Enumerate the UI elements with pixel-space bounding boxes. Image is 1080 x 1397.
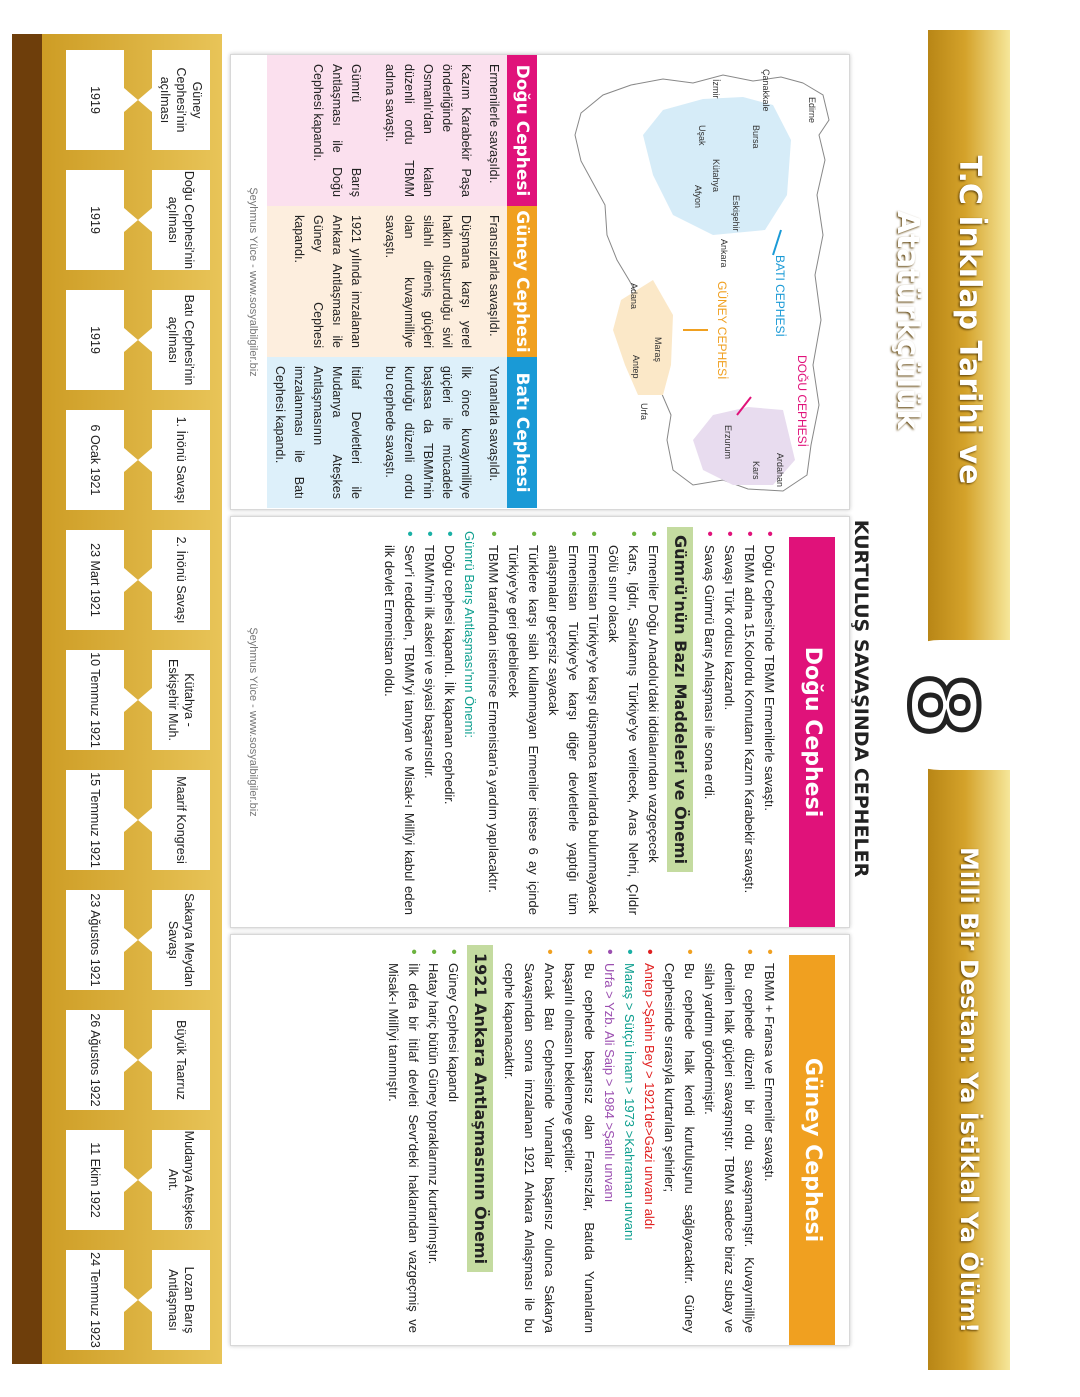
timeline-date: 26 Ağustos 1922 — [66, 1010, 124, 1110]
list-item: • TBMM'nin ilk askeri ve siyasi başarısıdır. — [419, 531, 439, 915]
list-item: • TBMM + Fransa ve Ermeniler savaştı. — [759, 949, 779, 1333]
army-cell: Düşmana karşı yerel halkın oluşturduğu sivil silahlı direniş güçleri olan kuvayımilliye savaştı. — [369, 206, 479, 357]
column-header: Güney Cephesi — [507, 206, 537, 357]
timeline-item — [46, 1130, 210, 1230]
list-item: • TBMM adına 15.Kolordu Komutanı Kazım Karabekir savaştı. — [739, 531, 759, 915]
fronts-table-column — [261, 206, 537, 357]
timeline-item — [46, 50, 210, 150]
timeline-marker — [138, 808, 152, 832]
timeline-marker — [138, 688, 152, 712]
timeline — [12, 34, 222, 1364]
timeline-marker — [138, 1288, 152, 1312]
end-cell: 1921 yılında imzalanan Ankara Antlaşması ile Güney Cephesi kapandı. — [267, 206, 369, 357]
timeline-event: Kütahya - Eskişehir Muh. — [152, 650, 210, 750]
page-subtitle: KURTULUŞ SAVAŞINDA CEPHELER — [850, 519, 872, 878]
city-label: İzmir — [711, 79, 721, 99]
timeline-item — [46, 890, 210, 990]
list-item: • Savaşı Türk ordusu kazandı. — [719, 531, 739, 915]
timeline-date: 11 Ekim 1922 — [66, 1130, 124, 1230]
list-item: • Ermenistan Türkiye'ye karşı diğer devletlerle yaptığı tüm anlaşmaları geçersiz sayacak — [543, 531, 583, 915]
city-label: Afyon — [693, 185, 703, 209]
city-label: Kütahya — [711, 159, 721, 193]
city-label: Adana — [629, 283, 639, 310]
east-front-title: Doğu Cephesi — [789, 537, 835, 927]
list-item: • Ancak Batı Cephesinde Yunanlar başarısız olunca Sakarya Savaşından sonra imzalanan 1921 Ankara Anlaşması ile bu cephe kapanacaktır. — [499, 949, 559, 1333]
south-front-label: GÜNEY CEPHESİ — [715, 281, 729, 380]
south-front-title: Güney Cephesi — [789, 955, 835, 1345]
army-cell: İlk önce kuvayımilliye güçleri ile mücadele başlasa da TBMM'nin kurduğu düzenli ordu bu cephede savaştı. — [369, 357, 479, 508]
list-item: • Bu cephede halk kendi kurtuluşunu sağlayacaktır. Güney Cephesinde sırasıyla kurtarılan şehirler; — [659, 949, 699, 1333]
timeline-marker — [124, 1048, 138, 1072]
army-cell: Kazım Karabekir Paşa önderliğinde Osmanlı'dan kalan düzenli ordu TBMM adına savaştı. — [369, 55, 479, 206]
gumru-articles-heading: Gümrü'nün Bazı Maddeleri ve Önemi — [667, 527, 693, 872]
timeline-marker — [124, 808, 138, 832]
south-front-body — [383, 949, 779, 1333]
timeline-marker — [138, 208, 152, 232]
city-label: Antep — [631, 355, 641, 379]
timeline-strip — [12, 34, 42, 1364]
fronts-table — [261, 55, 537, 509]
course-title: T.C İnkılap Tarihi ve Atatürkçülük — [890, 155, 987, 485]
timeline-marker — [124, 328, 138, 352]
list-item: • Antep >Şahin Bey > 1921'de>Gazi unvanı aldı — [639, 949, 659, 1333]
timeline-marker — [124, 1168, 138, 1192]
timeline-item — [46, 290, 210, 390]
end-cell: İtilaf Devletleri ile Mudanya Ateşkes Antlaşmasının imzalanması ile Batı Cephesi kapandı. — [267, 357, 369, 508]
list-item: • Ermenistan Türkiye'ye karşı düşmanca tavırlarda bulunmayacak — [583, 531, 603, 915]
east-front-label: DOĞU CEPHESİ — [795, 355, 809, 448]
timeline-event: Lozan Barış Antlaşması — [152, 1250, 210, 1350]
timeline-marker — [138, 88, 152, 112]
timeline-date: 24 Temmuz 1923 — [66, 1250, 124, 1350]
timeline-date: 1919 — [66, 170, 124, 270]
list-item: • Güney Cephesi kapandı — [443, 949, 463, 1333]
timeline-marker — [138, 568, 152, 592]
timeline-event: Batı Cephesi'nin açılması — [152, 290, 210, 390]
timeline-marker — [138, 328, 152, 352]
timeline-event: Doğu Cephesi'nin açılması — [152, 170, 210, 270]
list-item: • İlk defa bir İtilaf devleti Sevr'deki haklarından vazgeçmiş ve Misak-ı Millîyi tanımıştır. — [383, 949, 423, 1333]
list-item: • Hatay hariç bütün Güney topraklarımız kurtarılmıştır. — [423, 949, 443, 1333]
timeline-marker — [124, 448, 138, 472]
map-panel — [230, 54, 850, 510]
gumru-importance-heading: Gümrü Barış Antlaşması'nın Önemi: — [462, 531, 477, 738]
timeline-event: Maarif Kongresi — [152, 770, 210, 870]
fronts-table-column — [261, 357, 537, 508]
unit-number: 8 — [889, 672, 997, 737]
timeline-event: Mudanya Ateşkes Ant. — [152, 1130, 210, 1230]
list-item: • Bu cephede düzenli bir ordu savaşmamıştır. Kuvayımilliye denilen halk güçleri savaşmıştır. TBMM sadece biraz subay ve silah yardımı göndermiştir. — [699, 949, 759, 1333]
timeline-item — [46, 530, 210, 630]
timeline-event: 2. İnönü Savaşı — [152, 530, 210, 630]
list-item: • Urfa > Yzb. Ali Saip > 1984 >Şanlı unvanı — [599, 949, 619, 1333]
timeline-marker — [124, 1288, 138, 1312]
timeline-marker — [138, 928, 152, 952]
unit-number-badge — [875, 640, 1010, 770]
list-item: • Doğu cephesi kapandı. İlk kapanan cephedir. — [439, 531, 459, 915]
list-item: • Türklere karşı silah kullanmayan Ermeniler istese 6 ay içinde Türkiye'ye geri gelebilecek — [503, 531, 543, 915]
enemy-cell: Yunanlarla savaşıldı. — [479, 357, 507, 508]
timeline-marker — [124, 688, 138, 712]
timeline-item — [46, 1010, 210, 1110]
city-label: Çanakkale — [761, 69, 771, 112]
list-item: • Ermeniler Doğu Anadolu'daki iddialarından vazgeçecek — [643, 531, 663, 915]
timeline-marker — [138, 1168, 152, 1192]
timeline-marker — [124, 208, 138, 232]
city-label: Maraş — [653, 337, 663, 363]
city-label: Eskişehir — [731, 195, 741, 232]
column-header: Doğu Cephesi — [507, 55, 537, 206]
timeline-marker — [124, 88, 138, 112]
city-label: Ankara — [719, 239, 729, 268]
timeline-date: 1919 — [66, 50, 124, 150]
city-label: Bursa — [751, 125, 761, 149]
timeline-event: 1. İnönü Savaşı — [152, 410, 210, 510]
timeline-item — [46, 410, 210, 510]
timeline-item — [46, 170, 210, 270]
east-front-body — [379, 531, 779, 915]
timeline-item — [46, 770, 210, 870]
timeline-date: 23 Mart 1921 — [66, 530, 124, 630]
ankara-importance-heading: 1921 Ankara Antlaşmasının Önemi — [467, 945, 493, 1272]
list-item: • Kars, Iğdır, Sarıkamış Türkiye'ye verilecek, Aras Nehri, Çıldır Gölü sınır olacak — [603, 531, 643, 915]
timeline-item — [46, 650, 210, 750]
timeline-date: 10 Temmuz 1921 — [66, 650, 124, 750]
city-label: Kars — [751, 461, 761, 480]
timeline-date: 6 Ocak 1921 — [66, 410, 124, 510]
header — [850, 0, 1010, 1397]
enemy-cell: Fransızlarla savaşıldı. — [479, 206, 507, 357]
list-item: • Savaş Gümrü Barış Anlaşması ile sona erdi. — [699, 531, 719, 915]
south-front-panel — [230, 934, 850, 1346]
timeline-date: 1919 — [66, 290, 124, 390]
city-label: Edirne — [807, 97, 817, 124]
list-item: • Maraş > Sütçü İmam > 1973 >Kahraman unvanı — [619, 949, 639, 1333]
column-header: Batı Cephesi — [507, 357, 537, 508]
west-front-label: BATI CEPHESİ — [773, 255, 787, 337]
timeline-event: Güney Cephesi'nin açılması — [152, 50, 210, 150]
city-label: Uşak — [697, 125, 707, 146]
list-item: • Sevr'i reddeden, TBMM'yi tanıyan ve Misak-ı Millîyi kabul eden ilk devlet Ermenistan oldu. — [379, 531, 419, 915]
city-label: Urfa — [639, 403, 649, 421]
timeline-event: Sakarya Meydan Savaşı — [152, 890, 210, 990]
list-item: • Bu cephede başarısız olan Fransızlar, Batıda Yunanların başarılı olmasını beklemeye geçtiler. — [559, 949, 599, 1333]
credit-text: Şeyhmus Yüce - www.sosyalbilgiler.biz — [247, 187, 259, 377]
enemy-cell: Ermenilerle savaşıldı. — [479, 55, 507, 206]
timeline-marker — [124, 928, 138, 952]
timeline-date: 15 Temmuz 1921 — [66, 770, 124, 870]
city-label: Ardahan — [775, 453, 785, 488]
timeline-marker — [124, 568, 138, 592]
credit-text: Şeyhmus Yüce - www.sosyalbilgiler.biz — [247, 627, 259, 817]
end-cell: Gümrü Barış Antlaşması ile Doğu Cephesi kapandı. — [267, 55, 369, 206]
timeline-event: Büyük Taarruz — [152, 1010, 210, 1110]
timeline-date: 23 Ağustos 1921 — [66, 890, 124, 990]
timeline-marker — [138, 1048, 152, 1072]
list-item: • TBMM tarafından istenirse Ermenistan'a yardım yapılacaktır. — [483, 531, 503, 915]
timeline-item — [46, 1250, 210, 1350]
city-label: Erzurum — [723, 425, 733, 460]
east-front-panel — [230, 516, 850, 928]
timeline-marker — [138, 448, 152, 472]
fronts-table-column — [261, 55, 537, 206]
unit-title: Milli Bir Destan: Ya İstiklal Ya Ölüm! — [955, 846, 983, 1334]
list-item: • Doğu Cephesi'nde TBMM Ermenilerle savaştı. — [759, 531, 779, 915]
